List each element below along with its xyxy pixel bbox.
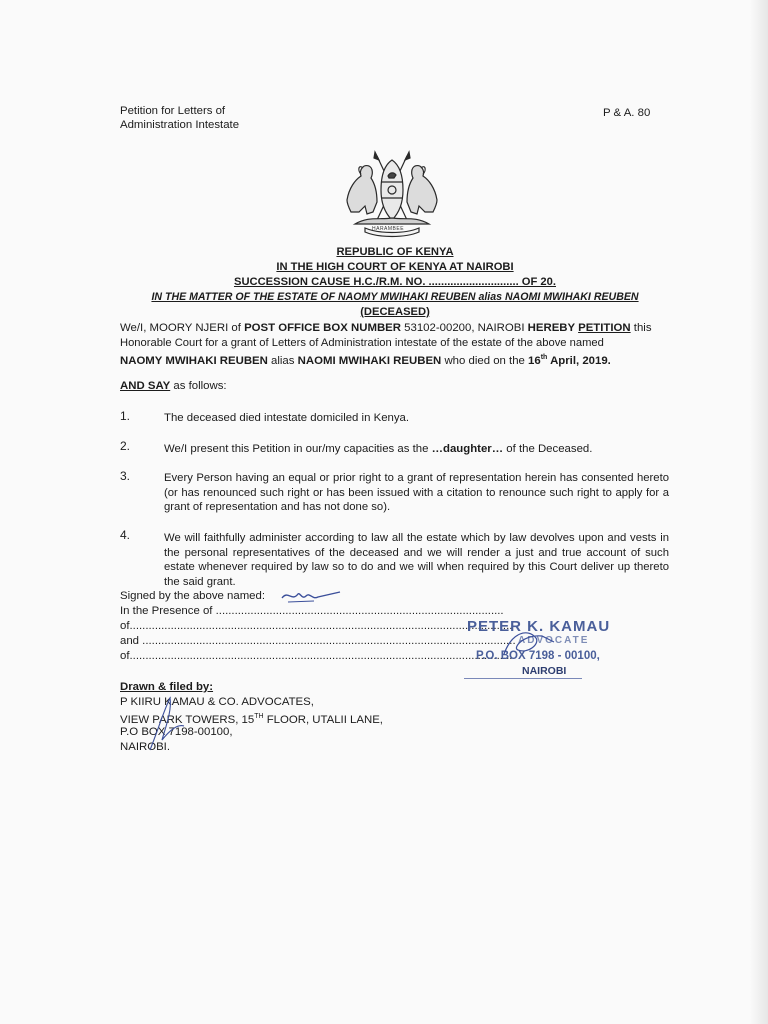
intro-death-day-suffix: th (540, 354, 548, 361)
drawn-by-line-4: NAIROBI. (120, 741, 171, 753)
heading-estate: IN THE MATTER OF THE ESTATE OF NAOMY MWIHAKI REUBEN alias NAOMI MWIHAKI REUBEN (151, 291, 639, 303)
drawn-by-line-3: P.O BOX 7198-00100, (120, 726, 233, 738)
stamp-address: P.O. BOX 7198 - 00100, (476, 650, 600, 662)
drawn-by-address-a: VIEW PARK TOWERS, 15 (120, 713, 255, 726)
heading-succession-cause: SUCCESSION CAUSE H.C./R.M. NO. ............................. OF 20. (233, 276, 556, 288)
heading-republic: REPUBLIC OF KENYA (336, 246, 454, 258)
form-number: P & A. 80 (603, 107, 651, 119)
intro-death-date: April, 2019. (547, 354, 611, 367)
stamp-city: NAIROBI (522, 665, 567, 677)
intro-hereby: HEREBY (527, 322, 579, 334)
presence-line: In the Presence of ........................................................................................... (120, 605, 504, 617)
clause-1-number: 1. (120, 409, 131, 423)
intro-petition: PETITION (578, 322, 631, 334)
clause-2-text (164, 442, 592, 456)
scan-edge-shadow (750, 0, 768, 1024)
of-line-1: of......................................................................................................................... (120, 620, 513, 632)
intro-died-on: who died on the (441, 354, 529, 367)
heading-high-court: IN THE HIGH COURT OF KENYA AT NAIROBI (276, 261, 514, 273)
stamp-underline (464, 678, 582, 679)
intro-deceased-name: NAOMY MWIHAKI REUBEN (120, 354, 268, 367)
drawn-by-address-b: FLOOR, UTALII LANE, (263, 713, 383, 726)
intro-death-day: 16 (528, 354, 541, 367)
intro-line-2: Honorable Court for a grant of Letters of Administration intestate of the estate of the above named (120, 337, 604, 349)
clause-4-text: We will faithfully administer according to law all the estate which by law devolves upon and vests in the personal representatives of the deceased and we will render a just and true account of such estate whenever required by law so to do and we will when required by this Court deliver up thereto the said grant. (164, 532, 669, 588)
intro-po-box: 53102-00200, NAIROBI (401, 322, 528, 334)
clause-2-capacity: …daughter… (431, 443, 504, 455)
clause-2-text-c: of the Deceased. (503, 443, 593, 455)
form-title (120, 104, 239, 132)
form-title-line2: Administration Intestate (120, 119, 240, 131)
clause-3-number: 3. (120, 469, 131, 483)
intro-po-box-label: POST OFFICE BOX NUMBER (244, 322, 402, 334)
drawn-by-floor-suffix: TH (254, 713, 264, 720)
intro-alias: alias (267, 354, 298, 367)
clause-2-text-a: We/I present this Petition in our/my capacities as the (164, 443, 432, 455)
and-say-label: AND SAY (120, 380, 171, 392)
intro-line-1 (120, 321, 670, 335)
clause-2-number: 2. (120, 439, 131, 453)
and-say-rest: as follows: (170, 380, 227, 392)
stamp-name: PETER K. KAMAU (467, 618, 611, 635)
emblem-motto: HARAMBEE (372, 226, 405, 232)
signed-by: Signed by the above named: (120, 590, 266, 602)
and-line: and ...................................................................................................................... (120, 635, 516, 647)
drawn-by-label: Drawn & filed by: (120, 681, 214, 693)
intro-this: this (630, 322, 652, 334)
of-line-2: of......................................................................................................................... (120, 650, 513, 662)
intro-line-3 (120, 351, 611, 368)
form-title-line1: Petition for Letters of (120, 105, 226, 117)
clause-3-text: Every Person having an equal or prior right to a grant of representation herein has consented hereto (or has renounced such right or has been issued with a citation to renounce such right to apply for a grant of representation and has not done so). (164, 472, 669, 513)
and-say (120, 379, 227, 393)
drawn-by-line-1: P KIIRU KAMAU & CO. ADVOCATES, (120, 696, 314, 708)
advocate-signature-icon (498, 624, 558, 664)
stamp-title: ADVOCATE (518, 635, 590, 646)
kenya-coat-of-arms-icon (339, 142, 445, 238)
intro-petitioner: We/I, MOORY NJERI of (120, 322, 245, 334)
clause-1-text: The deceased died intestate domiciled in Kenya. (164, 412, 410, 424)
clause-4-number: 4. (120, 528, 131, 542)
heading-deceased: (DECEASED) (360, 306, 430, 318)
drawn-by-signature-icon (140, 690, 190, 760)
intro-deceased-alias: NAOMI MWIHAKI REUBEN (297, 354, 442, 367)
